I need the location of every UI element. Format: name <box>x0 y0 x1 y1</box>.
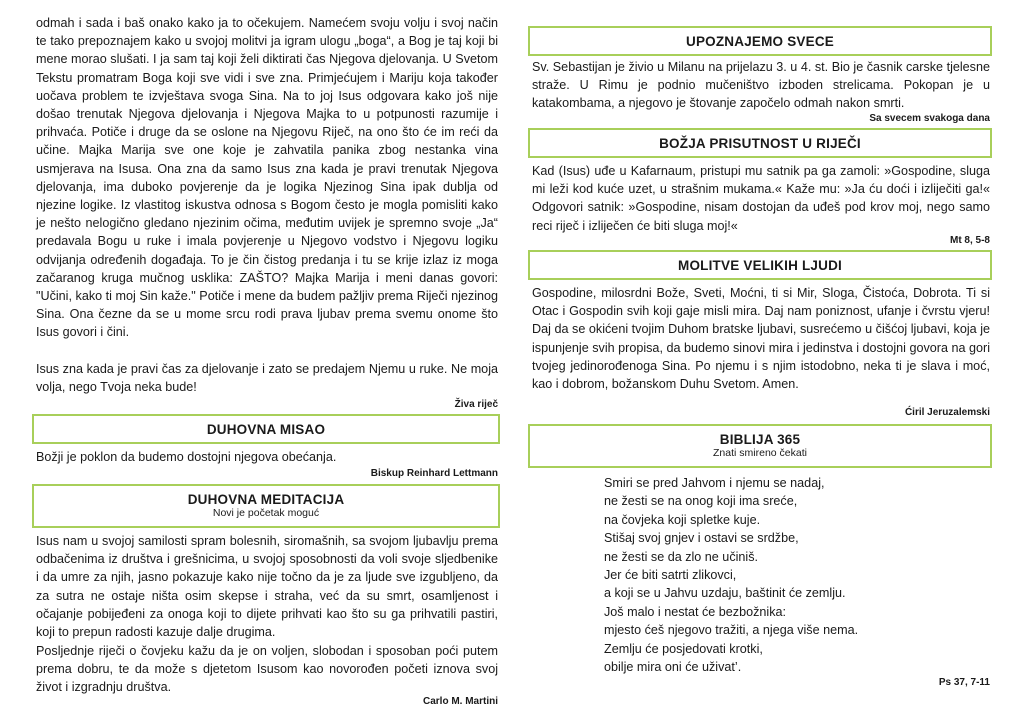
poem-line: Jer će biti satrti zlikovci, <box>604 568 737 583</box>
duhovna-meditacija-text-2: Posljednje riječi o čovjeku kažu da je on voljen, slobodan i sposoban poći putem prema dobru, te da može s djetetom Isusom kao novorođen početi iznova svoj život i izgradnju društva. <box>36 644 498 695</box>
biblija-365-source: Ps 37, 7-11 <box>938 677 990 688</box>
bozja-prisutnost-header <box>528 128 992 158</box>
bozja-prisutnost-title: BOŽJA PRISUTNOST U RIJEČI <box>659 136 861 151</box>
molitve-velikih-ljudi-title: MOLITVE VELIKIH LJUDI <box>678 258 842 273</box>
reflection-source: Živa riječ <box>454 399 498 410</box>
poem-line: Još malo i nestat će bezbožnika: <box>604 604 787 619</box>
poem-line: Smiri se pred Jahvom i njemu se nadaj, <box>604 476 825 490</box>
upoznajemo-svece-source: Sa svecem svakoga dana <box>869 113 990 124</box>
duhovna-meditacija-text-1: Isus nam u svojoj samilosti spram bolesnih, siromašnih, sa svojom ljubavlju prema odbačenima iz društva i grešnicima, u svojoj sposobnosti da voli svoje sljedbenike i da umre za njih, jasno pokazuje kako nije točno da je za ljude sve izgubljeno, da za sutra ne ostaje ništa osim skepse i straha, već da su smrt, osamljenost i očajanje pobijeđeni za onoga koji to dijete prihvati kao što su ga prihvatili pastiri, koji to prepun radosti kazuje dalje drugima. <box>36 534 498 640</box>
molitve-velikih-ljudi-source: Ćiril Jeruzalemski <box>904 407 990 418</box>
duhovna-misao-source: Biskup Reinhard Lettmann <box>370 468 498 479</box>
duhovna-meditacija-header <box>32 484 500 528</box>
biblija-365-header <box>528 424 992 468</box>
poem-line: a koji se u Jahvu uzdaju, baštinit će zemlju. <box>604 586 846 601</box>
bozja-prisutnost-text: Kad (Isus) uđe u Kafarnaum, pristupi mu satnik pa ga zamoli: »Gospodine, sluga mi leži kod kuće uzet, u strašnim mukama.« Kaže mu: »Ja ću doći i izliječiti ga!« Odgovori satnik: »Gospodine, nisam dostojan da uđeš pod krov moj, nego samo reci riječ i izliječen će biti sluga moj!« <box>532 164 990 233</box>
poem-line: mjesto ćeš njegovo tražiti, a njega više nema. <box>604 623 859 638</box>
poem-line: ne žesti se da zlo ne učiniš. <box>604 549 759 564</box>
upoznajemo-svece-text: Sv. Sebastijan je živio u Milanu na prijelazu 3. u 4. st. Bio je časnik carske tjelesne straže. U Rimu je podnio mučeništvo izboden strelicama. Pokopan je u katakombama, a njegovo je štovanje započelo odmah nakon smrti. <box>532 60 990 111</box>
duhovna-misao-header <box>32 414 500 444</box>
molitve-velikih-ljudi-header <box>528 250 992 280</box>
biblija-365-title: BIBLIJA 365 <box>719 432 801 447</box>
poem-line: obilje mira oni će uživat’. <box>604 660 742 675</box>
upoznajemo-svece-title: UPOZNAJEMO SVECE <box>686 34 834 49</box>
reflection-text: odmah i sada i baš onako kako ja to očekujem. Namećem svoju volju i svoj način te tako prepoznajem kako u svojoj molitvi ja igram ulogu „boga“, a Bog je taj koji bi mene morao slušati. I ja sam taj koji želi diktirati čas Njegova djelovanja. U Svetom Tekstu promatram Boga koji sve vidi i sve zna. Primjećujem i Mariju koja također uočava problem te izvještava svoga Sina. Na to joj Isus odgovara kako još nije došao trenutak Njegova djelovanja i Njegova Majka to u potpunosti razumije i prihvaća. Potiče i druge da se oslone na Njegovu Riječ, na ono što će im reći da učine. Majka Marija sve one koje je zahvatila panika zbog nestanka vina usmjerava na Isusa. Ona zna da samo Isus zna kada je pravi trenutak Njegova djelovanja, ima duboko povjerenje da je logika Njezinog Sina ipak dublja od njezine logike. Iz vlastitog iskustva odnosa s Bogom često je mogla pomisliti kako je nešto nelogično gledano njezinim očima, međutim uvijek je spremno svoje „Ja“ predavala Bogu u ruke i imala povjerenje u Njegovo vodstvo i Njegovu logiku odvijanja određenih događaja. To je čin čistog predanja i tu se krije izlaz iz moga začaranog kruga mučnog usklika: ZAŠTO? Majka Marija i meni danas govori: "Učini, kako ti moj Sin kaže." Potiče i mene da budem pažljiv prema Riječi njezinog Sina. Ona čezne da se u mome srcu rodi prava ljubav prema svemu onome što Isus govori i čini. <box>36 16 498 340</box>
duhovna-misao-text: Božji je poklon da budemo dostojni njegova obećanja. <box>36 450 337 464</box>
duhovna-meditacija-title: DUHOVNA MEDITACIJA <box>187 492 345 507</box>
molitve-velikih-ljudi-text: Gospodine, milosrdni Bože, Sveti, Moćni, ti si Mir, Sloga, Čistoća, Dobrota. Ti si Otac i Gospodin svih koji gaje misli mira. Daj nam poniznost, ufanje i čvrstu vjeru! Daj da se okićeni tvojim Duhom bratske ljubavi, susrećemo u čišćoj ljubavi, koja je ispunjenje svih propisa, da budemo sinovi mira i jedinstva i dostojni govora na gori tvojeg jedinorođenoga Sina. Po njemu i s njim istodobno, neka ti je slava i moć, kao i dobrom, božanskom Duhu Svetom. Amen. <box>532 286 990 392</box>
bozja-prisutnost-source: Mt 8, 5-8 <box>949 235 990 246</box>
poem-line: Stišaj svoj gnjev i ostavi se srdžbe, <box>604 531 799 546</box>
reflection-closing-text: Isus zna kada je pravi čas za djelovanje i zato se predajem Njemu u ruke. Ne moja volja, nego Tvoja neka bude! <box>36 362 498 395</box>
biblija-365-subtitle: Znati smireno čekati <box>713 447 807 459</box>
duhovna-meditacija-source: Carlo M. Martini <box>422 696 498 707</box>
duhovna-meditacija-subtitle: Novi je početak moguć <box>212 507 320 519</box>
psalm-poem <box>604 474 944 676</box>
poem-line: Zemlju će posjedovati krotki, <box>604 641 763 656</box>
poem-line: na čovjeka koji spletke kuje. <box>604 512 761 527</box>
poem-line: ne žesti se na onog koji ima sreće, <box>604 494 798 509</box>
duhovna-misao-title: DUHOVNA MISAO <box>206 422 326 437</box>
upoznajemo-svece-header <box>528 26 992 56</box>
